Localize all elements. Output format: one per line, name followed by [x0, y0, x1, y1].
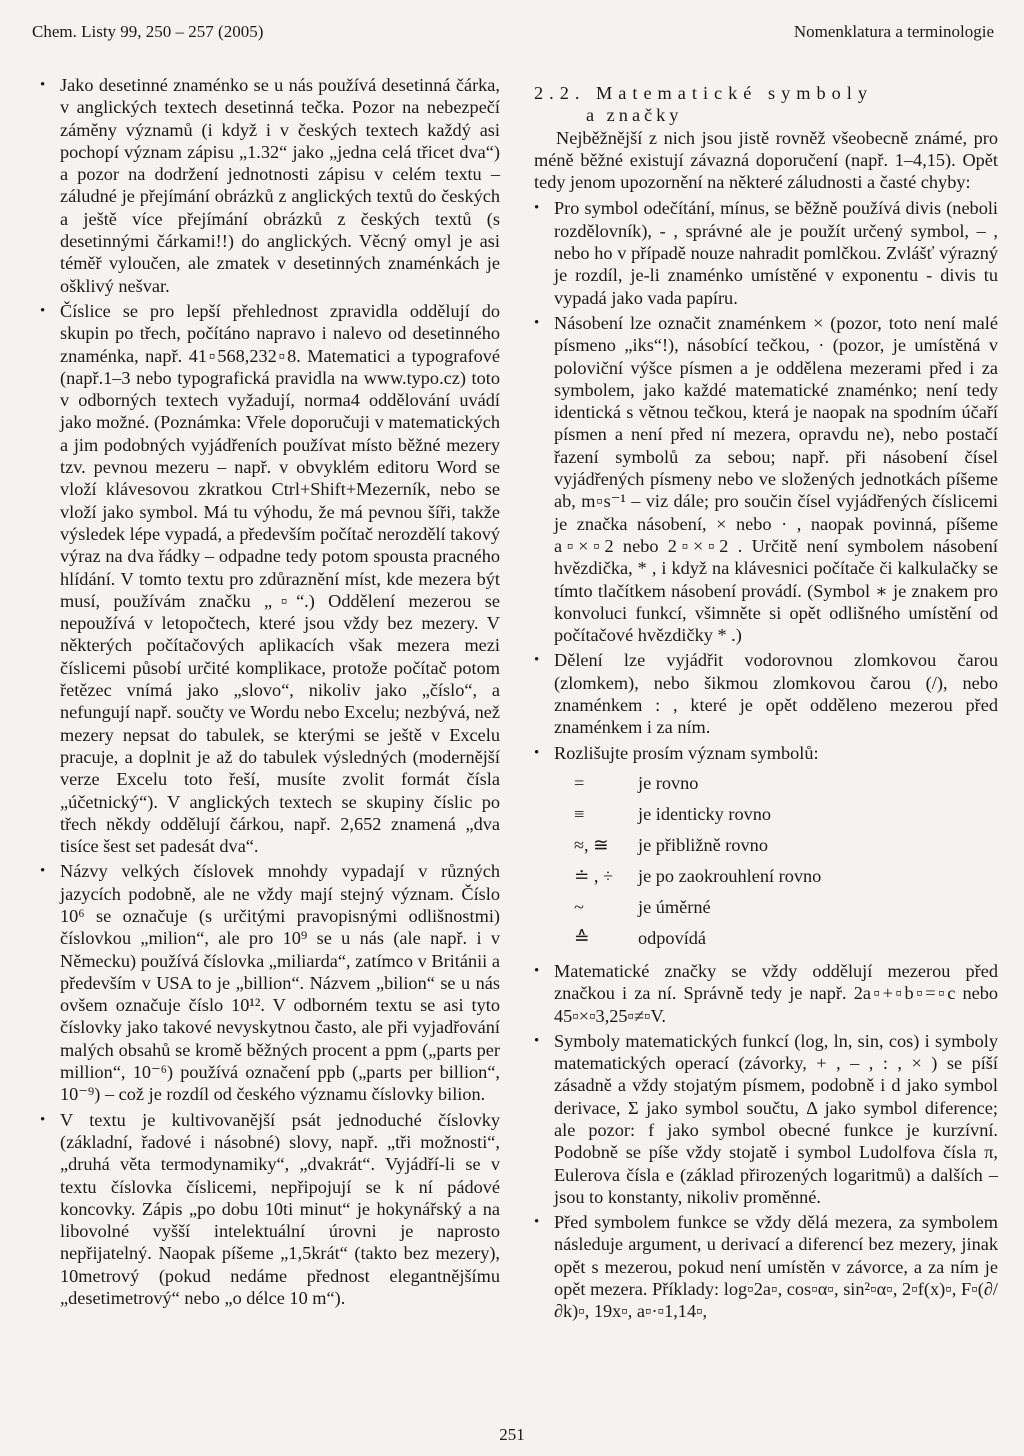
symbol: ≡	[574, 804, 585, 825]
section-title-continued: a značky	[586, 105, 683, 126]
symbol-meaning: je po zaokrouhlení rovno	[638, 866, 822, 887]
symbol-row	[574, 923, 998, 954]
symbol: ≐ , ÷	[574, 866, 614, 887]
left-column	[40, 74, 500, 1312]
symbol-row	[574, 892, 998, 923]
section-intro: Nejběžnější z nich jsou jistě rovněž všeobecně známé, pro méně běžné existují závazná doporučení (např. 1–4,15). Opět tedy jenom upozornění na některé záludnosti a časté chyby:	[534, 127, 998, 193]
list-item: • Rozlišujte prosím význam symbolů:	[534, 742, 998, 764]
list-item: • Číslice se pro lepší přehlednost zpravidla oddělují do skupin po třech, počítáno napravo i nalevo od desetinného znaménka, např. 41▫568,232▫8. Matematici a typografové (např.1–3 nebo typografická pravidla na www.typo.cz) toto v odborných textech vyžadují, norma4 oddělování uvádí jako možné. (Poznámka: Vřele doporučuji v matematických a jim podobných vyjádřeních používat místo běžné mezery tzv. pevnou mezeru – např. v obvyklém editoru Word se vloží klávesovou zkratkou Ctrl+Shift+Mezerník, nebo se vloží jako symbol. Má tu výhodu, že má pevnou šíři, takže výsledek lépe vypadá, a především počítač nerozdělí takový výraz na dva řádky – odpadne tedy potom spousta pracného hlídání. V tomto textu pro zdůraznění míst, kde mezera být musí, používám značku „▫“.) Oddělení mezerou se nepoužívá v letopočtech, které jsou vždy bez mezery. V některých počítačových aplikacích však mezera mezi číslicemi působí určité komplikace, protože počítač potom řetězec vnímá jako „slovo“, nikoliv jako „číslo“, a nefungují např. součty ve Wordu nebo Excelu; nezbývá, než mezery nepsat do tabulek, se kterými se ještě v Excelu pracuje, a doplnit je až do tabulek výsledných (modernější verze Excelu toto řeší, musíte zvolit formát čísla „účetnický“). V anglických textech se skupiny číslic po třech někdy oddělují čárkou, např. 2,652 znamená „dva tisíce šest set padesát dva“.	[40, 300, 500, 857]
section-title: 2.2. Matematické symboly	[534, 83, 873, 103]
page-number: 251	[499, 1425, 525, 1444]
symbol-meaning: odpovídá	[638, 928, 707, 949]
symbol: =	[574, 773, 585, 794]
list-item: • Násobení lze označit znaménkem × (pozor, toto není malé písmeno „iks“!), násobící tečkou, · (pozor, je umístěná v poloviční výšce písmen a je oddělena mezerami před i za symbolem, jako každé matematické znaménko; není tedy identická s větnou tečkou, která je naopak na spodním účaří písmen a není před ní mezera, opravdu ne), nebo postačí řazení symbolů za sebou; např. při násobení čísel vyjádřených písmeny nebo ve složených jednotkách píšeme ab, m▫s⁻¹ – viz dále; pro součin čísel vyjádřených číslicemi je značka násobení, × nebo · , naopak povinná, píšeme a▫×▫2 nebo 2▫×▫2 . Určitě není symbolem násobení hvězdička, * , i když na klávesnici počítače či kalkulačky se tímto tlačítkem násobení provádí. (Symbol ∗ je znakem pro konvoluci funkcí, všimněte si opět odlišného umístění od počítačové hvězdičky * .)	[534, 312, 998, 646]
symbol-row	[574, 768, 998, 799]
list-item: • Dělení lze vyjádřit vodorovnou zlomkovou čarou (zlomkem), nebo šikmou zlomkovou čarou (/), nebo znaménkem : , které je opět odděleno mezerou před znaménkem i za ním.	[534, 649, 998, 738]
symbol: ~	[574, 897, 584, 918]
symbol-meaning: je úměrné	[638, 897, 711, 918]
symbol-row	[574, 830, 998, 861]
right-column	[534, 74, 998, 1326]
journal-citation: Chem. Listy 99, 250 – 257 (2005)	[32, 22, 264, 41]
symbol: ≈, ≅	[574, 835, 609, 856]
list-item: • Názvy velkých číslovek mnohdy vypadají v různých jazycích podobně, ale ne vždy mají stejný význam. Číslo 10⁶ se označuje (s určitými pravopisnými odlišnostmi) číslovkou „milion“, ale pro 10⁹ se u nás (ale např. i v Německu) používá číslovka „miliarda“, zatímco v Británii a především v USA to je „billion“. Názvem „bilion“ se u nás ovšem označuje číslo 10¹². V odborném textu se asi tyto číslovky jako takové nevyskytnou často, ale při vyjadřování malých obsahů se kromě běžných procent a ppm („parts per million“, 10⁻⁶) používá označení ppb („parts per billion“, 10⁻⁹) – což je rozdíl od českého významu číslovky bilion.	[40, 860, 500, 1105]
list-item: • Matematické značky se vždy oddělují mezerou před značkou i za ní. Správně tedy je např. 2a▫+▫b▫=▫c nebo 45▫×▫3,25▫≠▫V.	[534, 960, 998, 1027]
symbol-meaning: je identicky rovno	[638, 804, 772, 825]
section-header: Nomenklatura a terminologie	[793, 22, 994, 41]
list-item: • Jako desetinné znaménko se u nás používá desetinná čárka, v anglických textech desetinná tečka. Pozor na nebezpečí záměny významů (i když i v českých textech každý asi pochopí význam zápisu „1.32“ jako „jedna celá třicet dva“) a pozor na dodržení jednotnosti zápisu v celém textu – záludné je přejímání obrázků z anglických textů do českých a ještě více přejímání obrázků z českých textů (s desetinnými čárkami!!) do anglických. Věcný omyl je asi téměř vyloučen, ale zmatek v desetinných znaménkách je ošklivý nešvar.	[40, 74, 500, 297]
symbol-table	[574, 768, 998, 954]
symbol-row	[574, 799, 998, 830]
list-item: • Před symbolem funkce se vždy dělá mezera, za symbolem následuje argument, u derivací a diferencí bez mezery, jinak opět s mezerou, pokud není umístěn v závorce, a za ním je opět mezera. Příklady: log▫2a▫, cos▫α▫, sin²▫α▫, 2▫f(x)▫, F▫(∂/∂k)▫, 19x▫, a▫·▫1,14▫,	[534, 1211, 998, 1322]
symbol: ≙	[574, 928, 590, 949]
list-item: • Pro symbol odečítání, mínus, se běžně používá divis (neboli rozdělovník), - , správné ale je použít určený symbol, – , nebo ho v případě nouze nahradit pomlčkou. Zvlášť výrazný je rozdíl, je-li znaménko umístěné v exponentu - divis tu vypadá jako vada papíru.	[534, 197, 998, 308]
list-item: • V textu je kultivovanější psát jednoduché číslovky (základní, řadové i násobné) slovy, např. „tři možnosti“, „druhá věta termodynamiky“, „dvakrát“. Vyjádří-li se v textu číslovka číslicemi, nepřipojují se k ní pádové koncovky. Zápis „po dobu 10ti minut“ je hokynářský a na libovolné vyšší intelektuální úrovni je naprosto nepřijatelný. Naopak píšeme „1,5krát“ (takto bez mezery), 10metrový (pokud nedáme přednost elegantnějšímu „desetimetrový“ nebo „o délce 10 m“).	[40, 1109, 500, 1310]
symbol-meaning: je rovno	[638, 773, 699, 794]
symbol-meaning: je přibližně rovno	[638, 835, 768, 856]
list-item: • Symboly matematických funkcí (log, ln, sin, cos) i symboly matematických operací (závorky, + , – , : , × ) se píší zásadně a vždy stojatým písmem, podobně i d jako symbol derivace, Σ jako symbol součtu, Δ jako symbol diference; ale pozor: f jako symbol obecné funkce je kurzívní. Podobně se píše vždy stojatě i symbol Ludolfova čísla π, Eulerova čísla e (základ přirozených logaritmů) a dalších – jsou to konstanty, nikoliv proměnné.	[534, 1030, 998, 1208]
symbol-row	[574, 861, 998, 892]
